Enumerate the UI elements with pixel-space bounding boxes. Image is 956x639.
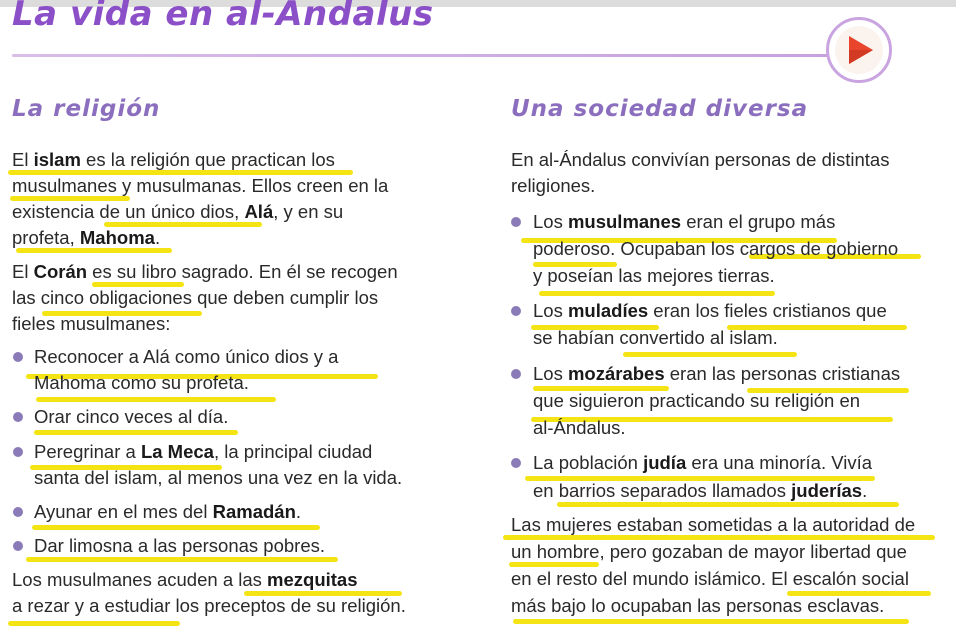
list-item-line: La población judía era una minoría. Vivía bbox=[533, 452, 873, 473]
paragraph-line: fieles musulmanes: bbox=[12, 313, 171, 334]
paragraph-line: En al-Ándalus convivían personas de distintas bbox=[511, 149, 890, 170]
bullet-point bbox=[511, 458, 521, 468]
list-item-line: en barrios separados llamados juderías. bbox=[533, 480, 868, 501]
list-item-line: y poseían las mejores tierras. bbox=[533, 265, 775, 286]
play-icon bbox=[847, 34, 875, 66]
play-button[interactable] bbox=[826, 17, 892, 83]
title-divider bbox=[12, 54, 828, 57]
list-item-line: poderoso. Ocupaban los cargos de gobierno bbox=[533, 238, 899, 259]
paragraph-line: Las mujeres estaban sometidas a la autoridad de bbox=[511, 514, 916, 535]
paragraph-line: musulmanes y musulmanas. Ellos creen en la bbox=[12, 175, 389, 196]
paragraph-line: un hombre, pero gozaban de mayor libertad que bbox=[511, 541, 907, 562]
highlight-mark bbox=[8, 621, 180, 626]
bullet-point bbox=[13, 507, 23, 517]
highlight-mark bbox=[32, 525, 320, 530]
list-item-line: al-Ándalus. bbox=[533, 417, 626, 438]
bullet-point bbox=[13, 447, 23, 457]
paragraph-line: las cinco obligaciones que deben cumplir los bbox=[12, 287, 379, 308]
bullet-point bbox=[511, 306, 521, 316]
highlight-mark bbox=[623, 352, 797, 357]
list-item-line: Ayunar en el mes del Ramadán. bbox=[34, 501, 302, 522]
list-item-line: santa del islam, al menos una vez en la vida. bbox=[34, 467, 403, 488]
paragraph-line: en el resto del mundo islámico. El escalón social bbox=[511, 568, 909, 589]
paragraph-line: Los musulmanes acuden a las mezquitas bbox=[12, 569, 358, 590]
list-item-line: Mahoma como su profeta. bbox=[34, 372, 249, 393]
paragraph-line: religiones. bbox=[511, 175, 596, 196]
highlight-mark bbox=[539, 291, 775, 296]
page-title: La vida en al-Andalus bbox=[12, 0, 434, 34]
bullet-point bbox=[13, 412, 23, 422]
list-item-line: que siguieron practicando su religión en bbox=[533, 390, 861, 411]
list-item-line: Reconocer a Alá como único dios y a bbox=[34, 346, 339, 367]
list-item-line: se habían convertido al islam. bbox=[533, 327, 778, 348]
highlight-mark bbox=[36, 397, 276, 402]
paragraph-line: más bajo lo ocupaban las personas esclavas. bbox=[511, 595, 885, 616]
list-item-line: Los musulmanes eran el grupo más bbox=[533, 211, 836, 232]
paragraph-line: El Corán es su libro sagrado. En él se recogen bbox=[12, 261, 398, 282]
list-item-line: Orar cinco veces al día. bbox=[34, 406, 229, 427]
list-item-line: Dar limosna a las personas pobres. bbox=[34, 535, 326, 556]
highlight-mark bbox=[513, 619, 909, 624]
highlight-mark bbox=[34, 430, 238, 435]
paragraph-line: a rezar y a estudiar los preceptos de su religión. bbox=[12, 595, 406, 616]
bullet-point bbox=[511, 217, 521, 227]
list-item-line: Los muladíes eran los fieles cristianos que bbox=[533, 300, 887, 321]
section-heading-society: Una sociedad diversa bbox=[511, 96, 809, 122]
list-item-line: Los mozárabes eran las personas cristianas bbox=[533, 363, 901, 384]
bullet-point bbox=[511, 369, 521, 379]
paragraph-line: existencia de un único dios, Alá, y en su bbox=[12, 201, 344, 222]
section-heading-religion: La religión bbox=[12, 96, 161, 122]
paragraph-line: El islam es la religión que practican los bbox=[12, 149, 335, 170]
list-item-line: Peregrinar a La Meca, la principal ciudad bbox=[34, 441, 373, 462]
paragraph-line: profeta, Mahoma. bbox=[12, 227, 161, 248]
bullet-point bbox=[13, 352, 23, 362]
bullet-point bbox=[13, 541, 23, 551]
